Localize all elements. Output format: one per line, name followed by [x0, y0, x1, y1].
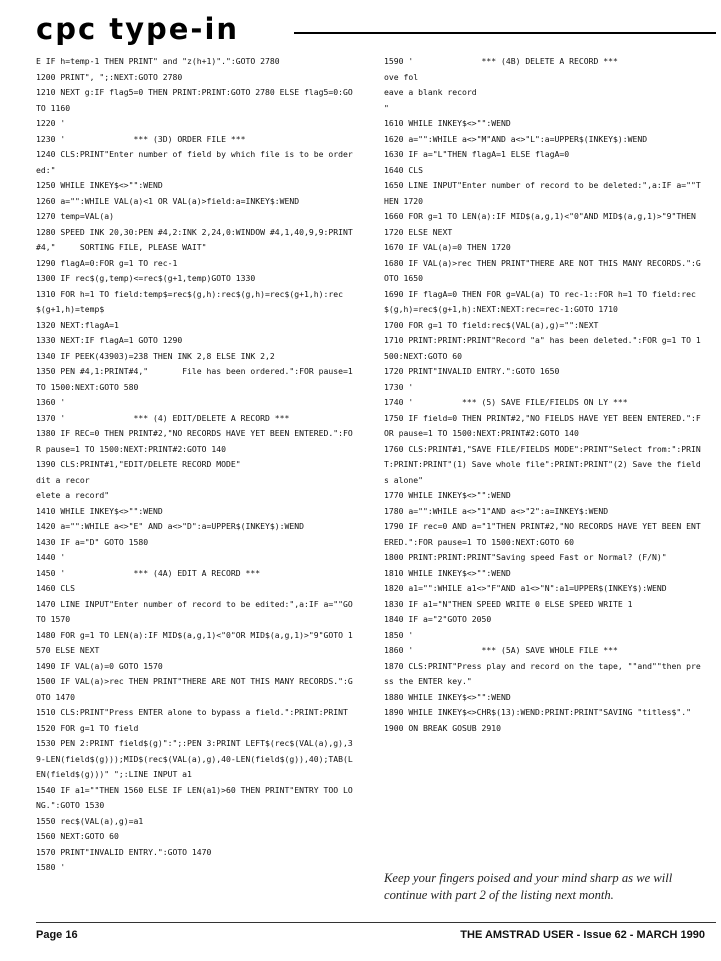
code-line: 1390 CLS:PRINT#1,"EDIT/DELETE RECORD MODE" [36, 459, 241, 469]
page-header [36, 14, 716, 48]
code-line: 1290 flagA=0:FOR g=1 TO rec-1 [36, 257, 178, 268]
code-line: 1510 CLS:PRINT"Press ENTER alone to bypass a field.":PRINT:PRINT [36, 707, 348, 717]
code-column-right [384, 54, 704, 736]
code-line: 1210 NEXT g:IF flag5=0 THEN PRINT:PRINT:GOTO 2780 ELSE flag5=0:GOTO 1160 [36, 87, 353, 113]
closing-note: Keep your fingers poised and your mind sharp as we will continue with part 2 of the listing next month. [384, 871, 673, 902]
code-line: 1840 IF a="2"GOTO 2050 [384, 614, 492, 624]
code-line: 1680 IF VAL(a)>rec THEN PRINT"THERE ARE NOT THIS MANY RECORDS.":GOTO 1650 [384, 257, 701, 283]
code-line: 1820 a1="":WHILE a1<>"F"AND a1<>"N":a1=UPPER$(INKEY$):WEND [384, 583, 667, 593]
code-line: 1430 IF a="D" GOTO 1580 [36, 536, 149, 547]
code-line: 1620 a="":WHILE a<>"M"AND a<>"L":a=UPPER$(INKEY$):WEND [384, 133, 648, 144]
publication-info: THE AMSTRAD USER - Issue 62 - MARCH 1990 [460, 929, 705, 941]
code-line: 1870 CLS:PRINT"Press play and record on the tape, ""and""then press the ENTER key." [384, 660, 701, 686]
code-line: 1500 IF VAL(a)>rec THEN PRINT"THERE ARE NOT THIS MANY RECORDS.":GOTO 1470 [36, 676, 353, 702]
code-line: 1550 rec$(VAL(a),g)=a1 [36, 815, 144, 826]
page-number: Page 16 [36, 929, 78, 941]
code-line: 1760 CLS:PRINT#1,"SAVE FILE/FIELDS MODE":PRINT"Select from:":PRINT:PRINT:PRINT"(1) Save whole file":PRINT:PRINT"(2) Save the fields alone" [384, 443, 701, 485]
code-line: 1470 LINE INPUT"Enter number of record to be edited:",a:IF a=""GOTO 1570 [36, 598, 353, 624]
code-line: 1360 ' [36, 397, 66, 407]
header-rule [294, 32, 716, 34]
code-line: 1800 PRINT:PRINT:PRINT"Saving speed Fast or Normal? (F/N)" [384, 552, 667, 562]
code-line: 1860 ' *** (5A) SAVE WHOLE FILE *** [384, 645, 618, 655]
code-line: dit a recor [36, 474, 90, 485]
code-line: eave a blank record [384, 87, 477, 97]
footer-rule [36, 922, 716, 923]
code-line: 1730 ' [384, 381, 414, 392]
code-line: " [384, 102, 389, 113]
code-line: E IF h=temp-1 THEN PRINT" and "z(h+1)".":GOTO 2780 [36, 56, 280, 66]
code-line: 1370 ' *** (4) EDIT/DELETE A RECORD *** [36, 412, 290, 423]
code-line: 1850 ' [384, 629, 414, 640]
section-logo: cpc type-in [36, 12, 240, 46]
code-line: 1560 NEXT:GOTO 60 [36, 831, 119, 841]
code-line: 1790 IF rec=0 AND a="1"THEN PRINT#2,"NO RECORDS HAVE YET BEEN ENTERED.":FOR pause=1 TO 1500:NEXT:GOTO 60 [384, 521, 701, 547]
code-line: ove fol [384, 71, 419, 82]
code-line: 1480 FOR g=1 TO LEN(a):IF MID$(a,g,1)<"0"OR MID$(a,g,1)>"9"GOTO 1570 ELSE NEXT [36, 629, 353, 655]
code-line: 1830 IF a1="N"THEN SPEED WRITE 0 ELSE SPEED WRITE 1 [384, 598, 633, 609]
code-line: elete a record" [36, 490, 110, 500]
code-line: 1650 LINE INPUT"Enter number of record to be deleted:",a:IF a=""THEN 1720 [384, 180, 701, 206]
code-line: 1320 NEXT:flagA=1 [36, 319, 119, 330]
code-line: 1380 IF REC=0 THEN PRINT#2,"NO RECORDS HAVE YET BEEN ENTERED.":FOR pause=1 TO 1500:NEXT:PRINT#2:GOTO 140 [36, 428, 353, 454]
code-line: 1440 ' [36, 552, 66, 562]
code-line: 1460 CLS [36, 583, 75, 593]
code-line: 1410 WHILE INKEY$<>"":WEND [36, 505, 163, 516]
code-line: 1530 PEN 2:PRINT field$(g)":";:PEN 3:PRINT LEFT$(rec$(VAL(a),g),39-LEN(field$(g)));MID$(rec$(VAL(a),g),40-LEN(field$(g)),40);TAB(LEN(field$(g)))" ";:LINE INPUT a1 [36, 738, 353, 779]
code-line: 1200 PRINT", ";:NEXT:GOTO 2780 [36, 71, 183, 82]
code-line: 1780 a="":WHILE a<>"1"AND a<>"2":a=INKEY$:WEND [384, 505, 609, 516]
code-line: 1250 WHILE INKEY$<>"":WEND [36, 180, 163, 190]
code-line: 1900 ON BREAK GOSUB 2910 [384, 722, 501, 733]
code-line: 1330 NEXT:IF flagA=1 GOTO 1290 [36, 335, 183, 345]
code-line: 1270 temp=VAL(a) [36, 211, 114, 221]
code-line: 1670 IF VAL(a)=0 THEN 1720 [384, 242, 511, 252]
code-line: 1450 ' *** (4A) EDIT A RECORD *** [36, 567, 261, 578]
code-line: 1520 FOR g=1 TO field [36, 722, 139, 733]
code-line: 1220 ' [36, 118, 66, 128]
code-line: 1240 CLS:PRINT"Enter number of field by which file is to be ordered:" [36, 149, 353, 175]
code-line: 1300 IF rec$(g,temp)<=rec$(g+1,temp)GOTO 1330 [36, 273, 256, 283]
code-line: 1810 WHILE INKEY$<>"":WEND [384, 567, 511, 578]
code-line: 1690 IF flagA=0 THEN FOR g=VAL(a) TO rec-1::FOR h=1 TO field:rec$(g,h)=rec$(g+1,h):NEXT:NEXT:rec=rec-1:GOTO 1710 [384, 288, 696, 314]
code-line: 1660 FOR g=1 TO LEN(a):IF MID$(a,g,1)<"0"AND MID$(a,g,1)>"9"THEN 1720 ELSE NEXT [384, 211, 701, 237]
code-line: 1750 IF field=0 THEN PRINT#2,"NO FIELDS HAVE YET BEEN ENTERED.":FOR pause=1 TO 1500:NEXT:PRINT#2:GOTO 140 [384, 412, 701, 438]
code-line: 1260 a="":WHILE VAL(a)<1 OR VAL(a)>field:a=INKEY$:WEND [36, 195, 300, 206]
code-line: 1590 ' *** (4B) DELETE A RECORD *** [384, 56, 618, 66]
code-line: 1570 PRINT"INVALID ENTRY.":GOTO 1470 [36, 846, 212, 857]
code-line: 1630 IF a="L"THEN flagA=1 ELSE flagA=0 [384, 149, 570, 159]
code-line: 1280 SPEED INK 20,30:PEN #4,2:INK 2,24,0:WINDOW #4,1,40,9,9:PRINT#4," SORTING FILE, PLEASE WAIT" [36, 226, 353, 252]
code-line: 1340 IF PEEK(43903)=238 THEN INK 2,8 ELSE INK 2,2 [36, 350, 275, 361]
code-line: 1310 FOR h=1 TO field:temp$=rec$(g,h):rec$(g,h)=rec$(g+1,h):rec$(g+1,h)=temp$ [36, 288, 343, 314]
code-line: 1890 WHILE INKEY$<>CHR$(13):WEND:PRINT:PRINT"SAVING "titles$"." [384, 707, 691, 717]
code-line: 1880 WHILE INKEY$<>"":WEND [384, 691, 511, 702]
code-line: 1710 PRINT:PRINT:PRINT"Record "a" has been deleted.":FOR g=1 TO 1500:NEXT:GOTO 60 [384, 335, 701, 361]
code-line: 1610 WHILE INKEY$<>"":WEND [384, 118, 511, 128]
code-line: 1490 IF VAL(a)=0 GOTO 1570 [36, 660, 163, 671]
code-line: 1420 a="":WHILE a<>"E" AND a<>"D":a=UPPER$(INKEY$):WEND [36, 521, 305, 531]
code-line: 1700 FOR g=1 TO field:rec$(VAL(a),g)="":NEXT [384, 319, 599, 330]
code-line: 1640 CLS [384, 164, 423, 175]
code-line: 1720 PRINT"INVALID ENTRY.":GOTO 1650 [384, 366, 560, 376]
code-line: 1770 WHILE INKEY$<>"":WEND [384, 490, 511, 500]
code-line: 1350 PEN #4,1:PRINT#4," File has been ordered.":FOR pause=1 TO 1500:NEXT:GOTO 580 [36, 366, 358, 392]
code-line: 1540 IF a1=""THEN 1560 ELSE IF LEN(a1)>60 THEN PRINT"ENTRY TOO LONG.":GOTO 1530 [36, 784, 353, 810]
code-line: 1740 ' *** (5) SAVE FILE/FIELDS ON LY *** [384, 397, 628, 407]
code-line: 1230 ' *** (3D) ORDER FILE *** [36, 133, 246, 144]
code-column-left [36, 54, 356, 876]
code-line: 1580 ' [36, 862, 66, 872]
